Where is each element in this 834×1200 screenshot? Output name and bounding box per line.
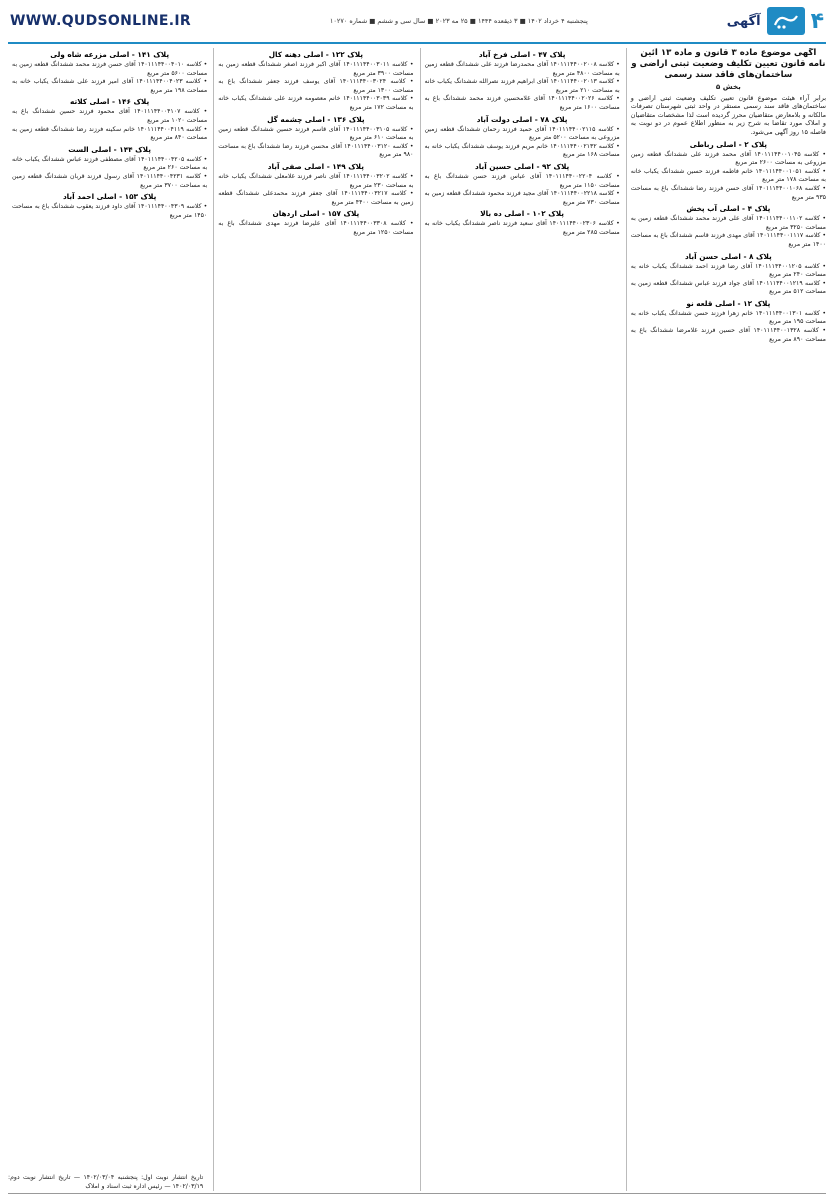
publication-footer: تاریخ انتشار نوبت اول: پنجشنبه ۱۴۰۲/۰۳/۰۴ — تاریخ انتشار نوبت دوم: ۱۴۰۲/۰۳/۱۹ — رئیس اداره ثبت اسناد و املاک [8,1174,204,1190]
page-header [0,0,834,42]
column-sections [631,140,826,345]
list-item: • کلاسه ۱۴۰۱۱۱۴۴۰۰۲۰۲۶ آقای غلامحسین فرزند محمد ششدانگ باغ به مساحت ۱۶۰۰ متر مربع [425,95,620,112]
page-number: ۴ [810,8,824,34]
section-label: آگهی [726,13,761,29]
list-item: • کلاسه ۱۴۰۱۱۱۴۴۰۰۱۳۰۱ خانم زهرا فرزند حسن ششدانگ یکباب خانه به مساحت ۱۹۵ متر مربع [631,310,826,327]
column-2 [420,48,620,1191]
list-item: • کلاسه ۱۴۰۱۱۱۴۴۰۰۲۲۰۴ آقای عباس فرزند حسن ششدانگ باغ به مساحت ۱۱۵۰ متر مربع [425,173,620,190]
section-heading: پلاک ۱۵۳ - اصلی احمد آباد [62,192,157,202]
list-item: • کلاسه ۱۴۰۱۱۱۴۴۰۰۴۳۰۹ آقای داود فرزند یعقوب ششدانگ باغ به مساحت ۱۴۵۰ متر مربع [12,203,207,220]
plaque-section [631,252,826,297]
notice-intro: برابر آراء هیئت موضوع قانون تعیین تکلیف وضعیت ثبتی اراضی و ساختمان‌های فاقد سند رسمی مستقر در واحد ثبتی شهرستان تصرفات مالکانه و بلامعارض متقاضیان محرز گردیده است لذا مشخصات متقاضیان و املاک مورد تقاضا به شرح زیر به منظور اطلاع عموم در دو نوبت به فاصله ۱۵ روز آگهی می‌شود. [630,93,826,136]
section-heading: پلاک ۷۸ - اصلی دولت آباد [476,114,568,124]
column-sections [12,50,207,220]
list-item: • کلاسه ۱۴۰۱۱۱۴۴۰۰۲۰۰۸ آقای محمدرضا فرزند علی ششدانگ قطعه زمین به مساحت ۴۸۰۰ متر مربع [425,61,620,78]
site-url[interactable]: WWW.QUDSONLINE.IR [10,13,191,29]
section-heading: پلاک ۴۷ - اصلی فرخ آباد [478,50,566,59]
section-heading: پلاک ۱۳۶ - اصلی چشمه گل [267,114,365,124]
section-heading: پلاک ۱۴۶ - اصلی کلاته [70,97,150,107]
logo-icon [771,11,801,31]
list-item: • کلاسه ۱۴۰۱۱۱۴۴۰۰۴۱۰۷ آقای محمود فرزند حسین ششدانگ باغ به مساحت ۱۰۲۰ متر مربع [12,108,207,125]
list-item: • کلاسه ۱۴۰۱۱۱۴۴۰۰۳۱۲۰ آقای محسن فرزند رضا ششدانگ باغ به مساحت ۹۸۰ متر مربع [218,143,413,160]
list-item: • کلاسه ۱۴۰۱۱۱۴۴۰۰۴۱۱۹ خانم سکینه فرزند رضا ششدانگ قطعه زمین به مساحت ۸۴۰ متر مربع [12,126,207,143]
list-item: • کلاسه ۱۴۰۱۱۱۴۴۰۰۱۳۲۸ آقای حسین فرزند غلامرضا ششدانگ باغ به مساحت ۸۹۰ متر مربع [631,327,826,344]
plaque-section [12,192,207,220]
list-item: • کلاسه ۱۴۰۱۱۱۴۴۰۰۴۲۰۵ آقای مصطفی فرزند عباس ششدانگ یکباب خانه به مساحت ۲۶۰ متر مربع [12,156,207,173]
list-item: • کلاسه ۱۴۰۱۱۱۴۴۰۰۱۱۰۲ آقای علی فرزند محمد ششدانگ قطعه زمین به مساحت ۳۲۵۰ متر مربع [631,215,826,232]
list-item: • کلاسه ۱۴۰۱۱۱۴۴۰۰۱۲۱۹ آقای جواد فرزند عباس ششدانگ قطعه زمین به مساحت ۵۱۲ متر مربع [631,280,826,297]
section-heading: پلاک ۹۲ - اصلی حسین آباد [474,161,570,171]
issue-date-line: پنجشنبه ۴ خرداد ۱۴۰۲ ■ ۳ ذیقعده ۱۴۴۴ ■ ۲۵ مه ۲۰۲۳ ■ سال سی و ششم ■ شماره ۱۰۲۷۰ [329,17,588,25]
list-item: • کلاسه ۱۴۰۱۱۱۴۴۰۰۳۰۱۱ آقای اکبر فرزند اصغر ششدانگ قطعه زمین به مساحت ۳۹۰۰ متر مربع [218,61,413,78]
newspaper-logo [767,7,805,35]
section-heading: پلاک ۱۴۱ - اصلی مزرعه شاه ولی [50,50,170,59]
list-item: • کلاسه ۱۴۰۱۱۱۴۴۰۰۲۰۱۳ آقای ابراهیم فرزند نصرالله ششدانگ یکباب خانه به مساحت ۲۱۰ متر مربع [425,78,620,95]
column-3 [213,48,413,1191]
plaque-section [425,162,620,207]
notice-title: آگهی موضوع ماده ۳ قانون و ماده ۱۳ آئین نامه قانون تعیین تکلیف وضعیت ثبتی اراضی و ساختمان‌های فاقد سند رسمی [631,48,826,80]
brand-block [727,7,824,35]
section-heading: پلاک ۱۲ - اصلی قلعه نو [686,298,771,308]
plaque-section [218,50,413,113]
section-heading: پلاک ۸ - اصلی حسن آباد [684,251,772,261]
list-item: • کلاسه ۱۴۰۱۱۱۴۴۰۰۱۲۰۵ آقای رضا فرزند احمد ششدانگ یکباب خانه به مساحت ۲۴۰ متر مربع [631,263,826,280]
list-item: • کلاسه ۱۴۰۱۱۱۴۴۰۰۳۳۰۸ آقای علیرضا فرزند مهدی ششدانگ باغ به مساحت ۱۲۵۰ متر مربع [218,220,413,237]
list-item: • کلاسه ۱۴۰۱۱۱۴۴۰۰۱۰۵۱ خانم فاطمه فرزند حسین ششدانگ یکباب خانه به مساحت ۱۷۸ متر مربع [631,168,826,185]
column-sections [218,50,413,238]
plaque-section [218,209,413,237]
list-item: • کلاسه ۱۴۰۱۱۱۴۴۰۰۱۰۴۵ آقای محمد فرزند علی ششدانگ قطعه زمین مزروعی به مساحت ۲۶۰۰ متر مربع [631,151,826,168]
plaque-section [218,115,413,160]
list-item: • کلاسه ۱۴۰۱۱۱۴۴۰۰۳۰۲۴ آقای یوسف فرزند جعفر ششدانگ باغ به مساحت ۱۳۰۰ متر مربع [218,78,413,95]
list-item: • کلاسه ۱۴۰۱۱۱۴۴۰۰۴۰۱۰ آقای حسن فرزند محمد ششدانگ قطعه زمین به مساحت ۵۶۰۰ متر مربع [12,61,207,78]
list-item: • کلاسه ۱۴۰۱۱۱۴۴۰۰۲۳۰۶ آقای سعید فرزند ناصر ششدانگ یکباب خانه به مساحت ۲۸۵ متر مربع [425,220,620,237]
plaque-section [631,299,826,344]
column-sections [425,50,620,238]
section-heading: پلاک ۴ - اصلی آب پخش [686,204,771,214]
column-4 [8,48,207,1191]
list-item: • کلاسه ۱۴۰۱۱۱۴۴۰۰۱۱۱۷ آقای مهدی فرزند قاسم ششدانگ باغ به مساحت ۱۴۰۰ متر مربع [631,232,826,249]
list-item: • کلاسه ۱۴۰۱۱۱۴۴۰۰۳۲۰۲ آقای ناصر فرزند غلامعلی ششدانگ یکباب خانه به مساحت ۲۳۰ متر مربع [218,173,413,190]
section-heading: پلاک ۱۰۲ - اصلی ده بالا [480,209,564,219]
list-item: • کلاسه ۱۴۰۱۱۱۴۴۰۰۳۰۳۹ خانم معصومه فرزند علی ششدانگ یکباب خانه به مساحت ۱۷۲ متر مربع [218,95,413,112]
list-item: • کلاسه ۱۴۰۱۱۱۴۴۰۰۲۱۱۵ آقای حمید فرزند رحمان ششدانگ قطعه زمین مزروعی به مساحت ۵۲۰۰ متر مربع [425,126,620,143]
plaque-section [425,115,620,160]
section-heading: پلاک ۱۴۹ - اصلی صفی آباد [267,161,364,171]
list-item: • کلاسه ۱۴۰۱۱۱۴۴۰۰۱۰۶۸ آقای حسن فرزند رضا ششدانگ باغ به مساحت ۹۳۵ متر مربع [631,185,826,202]
notice-subtitle: بخش ۵ [715,82,741,91]
ad-columns [8,48,826,1191]
section-heading: پلاک ۲ - اصلی رباطی [689,139,767,149]
list-item: • کلاسه ۱۴۰۱۱۱۴۴۰۰۳۱۰۵ آقای قاسم فرزند حسین ششدانگ قطعه زمین به مساحت ۶۱۰ متر مربع [218,126,413,143]
list-item: • کلاسه ۱۴۰۱۱۱۴۴۰۰۳۲۱۷ آقای جعفر فرزند محمدعلی ششدانگ قطعه زمین به مساحت ۴۴۰۰ متر مربع [218,190,413,207]
section-heading: پلاک ۱۴۴ - اصلی الست [68,144,151,154]
bottom-rule [8,1193,826,1194]
list-item: • کلاسه ۱۴۰۱۱۱۴۴۰۰۴۲۳۱ آقای رسول فرزند قربان ششدانگ قطعه زمین به مساحت ۳۷۰۰ متر مربع [12,173,207,190]
plaque-section [425,50,620,113]
plaque-section [425,209,620,237]
section-heading: پلاک ۱۵۷ - اصلی اردهان [272,209,360,219]
list-item: • کلاسه ۱۴۰۱۱۱۴۴۰۰۲۱۳۲ خانم مریم فرزند یوسف ششدانگ یکباب خانه به مساحت ۱۶۸ متر مربع [425,143,620,160]
list-item: • کلاسه ۱۴۰۱۱۱۴۴۰۰۴۰۲۳ آقای امیر فرزند علی ششدانگ یکباب خانه به مساحت ۱۹۸ متر مربع [12,78,207,95]
plaque-section [12,50,207,95]
header-rule [8,42,826,44]
plaque-section [631,140,826,203]
plaque-section [12,97,207,142]
column-1 [626,48,826,1191]
plaque-section [12,145,207,190]
plaque-section [631,204,826,249]
section-heading: پلاک ۱۲۲ - اصلی دهنه کال [268,50,364,59]
list-item: • کلاسه ۱۴۰۱۱۱۴۴۰۰۲۲۱۸ آقای مجید فرزند محمود ششدانگ قطعه زمین به مساحت ۷۳۰ متر مربع [425,190,620,207]
plaque-section [218,162,413,207]
